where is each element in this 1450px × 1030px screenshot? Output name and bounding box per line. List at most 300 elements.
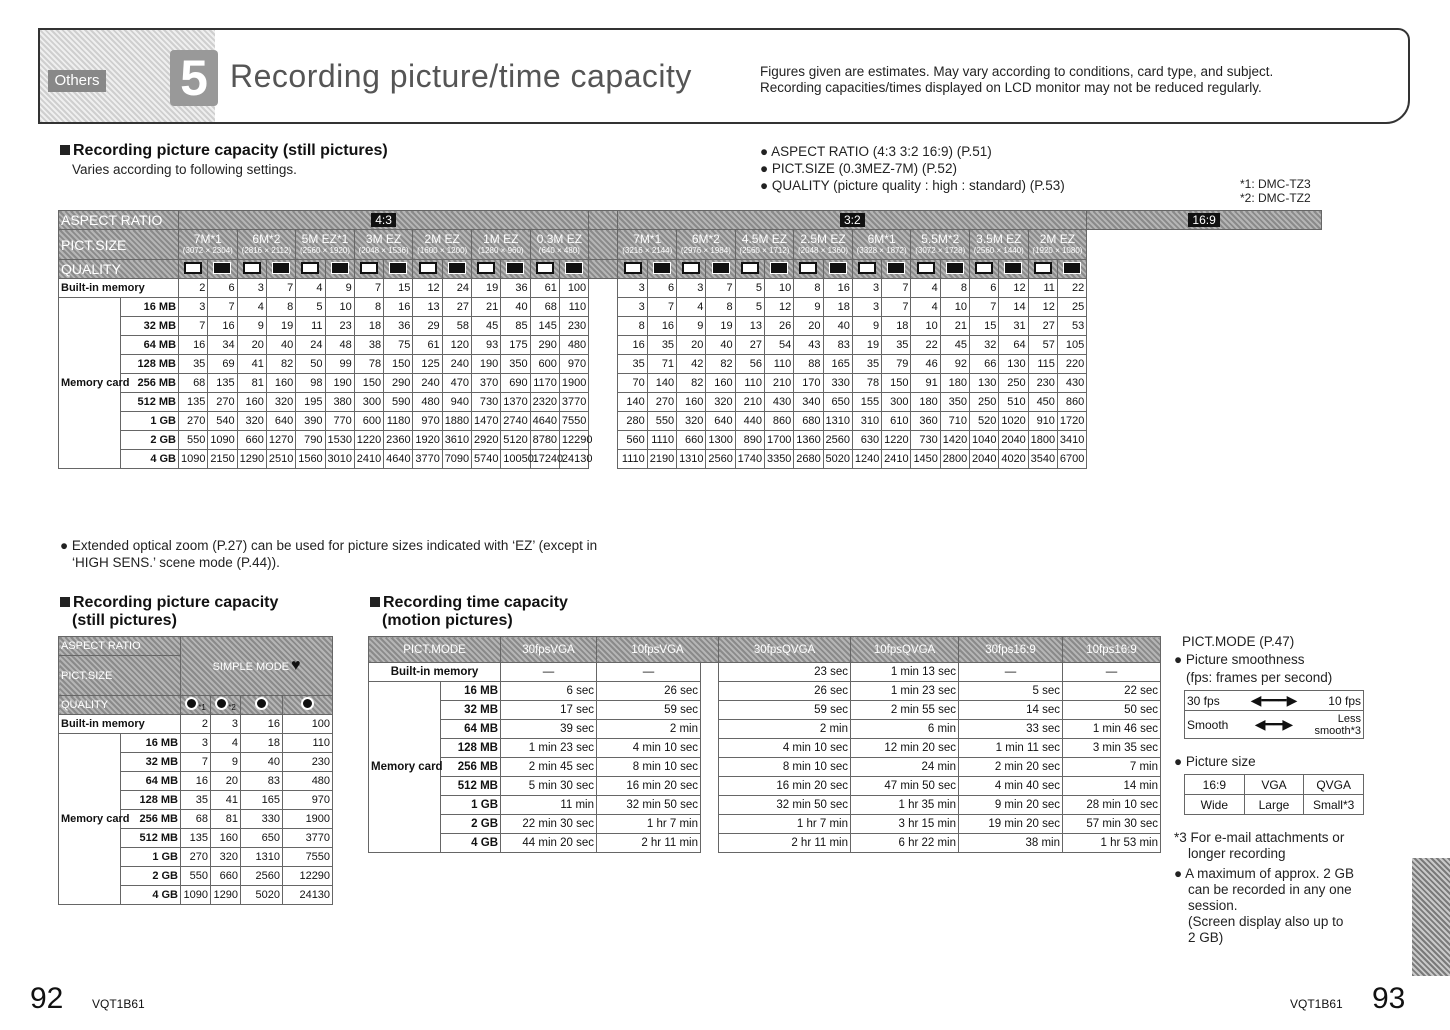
table-cell: 110 (764, 355, 793, 374)
table-cell: 26 sec (719, 682, 851, 701)
table-cell: 82 (677, 374, 706, 393)
table-cell: 1290 (237, 450, 266, 469)
table-cell: 9 (794, 298, 823, 317)
table-cell: 1110 (618, 450, 647, 469)
quality-cell (764, 260, 793, 279)
table-cell: 3 (179, 298, 208, 317)
table-cell: 1180 (384, 412, 413, 431)
table-cell: 135 (179, 393, 208, 412)
smoothness-table (1184, 690, 1364, 739)
table-cell: 8 min 10 sec (597, 758, 701, 777)
table-row (369, 777, 1161, 796)
table-cell: 3 hr 15 min (851, 815, 959, 834)
pictsize-header (354, 230, 413, 260)
table-cell: 1090 (179, 450, 208, 469)
quality-cell (354, 260, 383, 279)
table-cell: 40 (501, 298, 530, 317)
table-cell: 3 (237, 279, 266, 298)
row-label: 256 MB (121, 374, 179, 393)
table-cell: 630 (852, 431, 881, 450)
table-cell: 860 (764, 412, 793, 431)
setting-quality-text: QUALITY (picture quality : high : standard) (P.53) (771, 178, 1065, 193)
table-cell: 970 (283, 791, 333, 810)
ratio-header (179, 211, 589, 230)
table-cell: 370 (471, 374, 500, 393)
pictmode-label: PICT.MODE (369, 637, 501, 663)
pictmode-title: PICT.MODE (P.47) (1182, 634, 1295, 649)
table-cell: 2560 (241, 867, 283, 886)
mode-header: 10fpsQVGA (851, 637, 959, 663)
quality-standard-icon (389, 262, 407, 274)
fps-10: 10 fps (1304, 691, 1364, 711)
gap-cell (589, 412, 618, 431)
pictsize-name: 4.5M EZ (741, 231, 788, 246)
pictsize-name: 5.5M*2 (921, 231, 960, 246)
arrow-both-icon: ◀━━━▶ (1244, 691, 1304, 711)
table-cell: 70 (618, 374, 647, 393)
quality-row (59, 260, 1322, 279)
table-cell: 1300 (706, 431, 735, 450)
simple-heading-sub: (still pictures) (72, 612, 177, 629)
table-cell: 32 min 50 sec (719, 796, 851, 815)
gap-cell (701, 682, 719, 701)
aspect-label: ASPECT RATIO (59, 211, 179, 230)
table-cell: 18 (241, 734, 283, 753)
pictsize-header (852, 230, 911, 260)
table-cell: 230 (1028, 374, 1057, 393)
table-cell: 45 (940, 336, 969, 355)
gap-cell (589, 431, 618, 450)
table-cell: 250 (999, 374, 1028, 393)
fps-30: 30 fps (1185, 691, 1245, 711)
table-row (369, 739, 1161, 758)
table-cell: 390 (296, 412, 325, 431)
table-cell: 650 (241, 829, 283, 848)
table-cell: 4 (911, 298, 940, 317)
table-cell: 5 (735, 298, 764, 317)
table-cell: 22 (911, 336, 940, 355)
table-cell: 320 (706, 393, 735, 412)
motion-heading-sub: (motion pictures) (382, 612, 513, 629)
table-cell: 8 (940, 279, 969, 298)
table-cell: 210 (764, 374, 793, 393)
table-cell: 3 (852, 298, 881, 317)
table-cell: 1 hr 53 min (1063, 834, 1161, 853)
table-cell: 105 (1057, 336, 1086, 355)
table-cell: 480 (559, 336, 588, 355)
quality-cell (911, 260, 940, 279)
gap-cell (589, 393, 618, 412)
table-cell: 7 (179, 317, 208, 336)
table-cell: 98 (296, 374, 325, 393)
quality-high-icon (1034, 262, 1052, 274)
table-cell: 1700 (764, 431, 793, 450)
table-cell: 5 (296, 298, 325, 317)
simple-quality-cell (241, 696, 283, 715)
quality-cell (266, 260, 295, 279)
table-cell: 660 (211, 867, 241, 886)
table-cell: 135 (208, 374, 237, 393)
gap-cell (701, 720, 719, 739)
table-cell: 6 hr 22 min (851, 834, 959, 853)
table-cell: 23 (325, 317, 354, 336)
table-cell: 4640 (384, 450, 413, 469)
table-row (369, 758, 1161, 777)
table-cell: 19 (852, 336, 881, 355)
quality-cell (999, 260, 1028, 279)
picture-size-table (1184, 774, 1364, 815)
table-cell: 290 (530, 336, 559, 355)
max-note-line: A maximum of approx. 2 GB (1185, 866, 1354, 881)
table-cell: 320 (211, 848, 241, 867)
table-cell: 115 (1028, 355, 1057, 374)
table-cell: 590 (384, 393, 413, 412)
header-note (760, 64, 1273, 96)
quality-cell (413, 260, 442, 279)
table-cell: 46 (911, 355, 940, 374)
table-cell: 5120 (501, 431, 530, 450)
simple-quality-cell (181, 696, 211, 715)
table-cell: 790 (296, 431, 325, 450)
simple-quality-cell (283, 696, 333, 715)
picture-size-title-text: Picture size (1185, 754, 1256, 769)
quality-cell (179, 260, 208, 279)
quality-high-icon (360, 262, 378, 274)
gap-cell (701, 663, 719, 682)
table-cell: 45 (471, 317, 500, 336)
table-cell: 3 (618, 279, 647, 298)
pictsize-res: (2816 × 2112) (241, 245, 292, 255)
table-row (59, 374, 1322, 393)
size-val: Wide (1185, 795, 1245, 815)
table-cell: 4 min 10 sec (597, 739, 701, 758)
table-cell: — (501, 663, 597, 682)
table-cell: 2560 (823, 431, 852, 450)
section-label: Others (48, 70, 106, 92)
table-cell: 2 min 20 sec (959, 758, 1063, 777)
quality-cell (677, 260, 706, 279)
pictsize-res: (3328 × 1872) (856, 245, 907, 255)
table-cell: 10 (325, 298, 354, 317)
table-cell: 5 (735, 279, 764, 298)
table-row (59, 450, 1322, 469)
row-label: Built-in memory (59, 715, 181, 734)
table-cell: 250 (970, 393, 999, 412)
table-cell: 2 (181, 715, 211, 734)
table-cell: 16 (384, 298, 413, 317)
table-cell: 1240 (852, 450, 881, 469)
table-cell: 9 (325, 279, 354, 298)
quality-note: *1 (198, 703, 206, 712)
row-label: 1 GB (441, 796, 501, 815)
motion-heading (370, 594, 568, 612)
table-cell: 36 (501, 279, 530, 298)
pictsize-res: (2560 × 1440) (973, 245, 1024, 255)
table-cell: 19 (471, 279, 500, 298)
table-cell: 2040 (970, 450, 999, 469)
ratio-tag: 16:9 (1188, 213, 1219, 227)
quality-high-icon (243, 262, 261, 274)
table-cell: 1310 (823, 412, 852, 431)
table-cell: 24 min (851, 758, 959, 777)
quality-standard-icon (506, 262, 524, 274)
table-cell: 8780 (530, 431, 559, 450)
table-cell: 64 (999, 336, 1028, 355)
table-cell: 550 (647, 412, 676, 431)
quality-high-icon (624, 262, 642, 274)
table-cell: 165 (823, 355, 852, 374)
picture-size-title: ● Picture size (1174, 754, 1256, 769)
table-cell: 16 min 20 sec (719, 777, 851, 796)
gap-cell (589, 279, 618, 298)
table-cell: 190 (325, 374, 354, 393)
table-cell: 2800 (940, 450, 969, 469)
side-tab-marker (1412, 858, 1450, 976)
simple-heading-text: Recording picture capacity (73, 594, 279, 611)
table-cell: 2 hr 11 min (597, 834, 701, 853)
row-label: 1 GB (121, 848, 181, 867)
pictsize-label: PICT.SIZE (59, 230, 179, 260)
table-cell: 2 (179, 279, 208, 298)
table-cell: 11 min (501, 796, 597, 815)
quality-high-icon (975, 262, 993, 274)
page-number-left: 92 (30, 982, 64, 1015)
pictsize-res: (1600 × 1200) (417, 245, 468, 255)
table-cell: 100 (559, 279, 588, 298)
table-cell: 32 min 50 sec (597, 796, 701, 815)
row-label: 512 MB (121, 829, 181, 848)
quality-high-icon (682, 262, 700, 274)
table-cell: 7550 (559, 412, 588, 431)
table-cell: 53 (1057, 317, 1086, 336)
pictsize-name: 6M*2 (691, 231, 720, 246)
smoothness-title: ● Picture smoothness (1174, 652, 1305, 667)
table-cell: 2510 (266, 450, 295, 469)
table-cell: 40 (266, 336, 295, 355)
table-cell: 38 min (959, 834, 1063, 853)
table-cell: 48 (325, 336, 354, 355)
pictsize-res: (1920 × 1080) (1032, 245, 1083, 255)
table-cell: 3770 (559, 393, 588, 412)
table-cell: 6 sec (501, 682, 597, 701)
mode-header-row (369, 637, 1161, 663)
table-cell: 730 (911, 431, 940, 450)
gap-cell (701, 758, 719, 777)
setting-quality: ● QUALITY (picture quality : high : standard) (P.53) (760, 178, 1065, 193)
table-cell: 17 sec (501, 701, 597, 720)
table-cell: 660 (677, 431, 706, 450)
table-cell: 3 (618, 298, 647, 317)
pictsize-res: (2560 × 1712) (739, 245, 790, 255)
table-cell: 7 (647, 298, 676, 317)
table-cell: 19 min 20 sec (959, 815, 1063, 834)
page-number-right: 93 (1372, 982, 1406, 1015)
quality-high-icon (917, 262, 935, 274)
table-cell: 6 (970, 279, 999, 298)
table-cell: 4 (211, 734, 241, 753)
quality-standard-icon (946, 262, 964, 274)
table-cell: 6700 (1057, 450, 1086, 469)
quality-cell (384, 260, 413, 279)
row-label: 32 MB (121, 317, 179, 336)
memory-card-label: Memory card (59, 298, 121, 469)
pictsize-row (59, 230, 1322, 260)
table-cell: 110 (735, 374, 764, 393)
table-row (369, 796, 1161, 815)
ez-note-cont: ‘HIGH SENS.’ scene mode (P.44)). (72, 555, 280, 570)
table-cell: 99 (325, 355, 354, 374)
table-cell: 47 min 50 sec (851, 777, 959, 796)
quality-cell (442, 260, 471, 279)
table-cell: 340 (794, 393, 823, 412)
gap-cell (701, 739, 719, 758)
table-cell: 42 (677, 355, 706, 374)
table-cell: 3770 (283, 829, 333, 848)
table-cell: 1560 (296, 450, 325, 469)
table-cell: 690 (501, 374, 530, 393)
table-cell: 66 (970, 355, 999, 374)
table-cell: 1900 (559, 374, 588, 393)
gap-cell (589, 230, 618, 260)
table-cell: 35 (852, 355, 881, 374)
quality-cell (618, 260, 647, 279)
gap-cell (589, 298, 618, 317)
pictsize-header (296, 230, 355, 260)
quality-high-icon (741, 262, 759, 274)
table-cell: 1920 (413, 431, 442, 450)
table-cell: 3610 (442, 431, 471, 450)
table-cell: 230 (559, 317, 588, 336)
memory-card-label: Memory card (369, 682, 441, 853)
table-cell: 38 (354, 336, 383, 355)
pictsize-header (735, 230, 794, 260)
table-cell: 61 (413, 336, 442, 355)
table-cell: 88 (794, 355, 823, 374)
table-cell: 540 (208, 412, 237, 431)
quality-cell (501, 260, 530, 279)
table-cell: 5 min 30 sec (501, 777, 597, 796)
table-cell: 4640 (530, 412, 559, 431)
table-cell: 270 (179, 412, 208, 431)
quality-cell (325, 260, 354, 279)
quality-cell (940, 260, 969, 279)
table-cell: 9 min 20 sec (959, 796, 1063, 815)
quality-cell (706, 260, 735, 279)
table-cell: 34 (208, 336, 237, 355)
table-cell: 130 (999, 355, 1028, 374)
table-cell: 27 (442, 298, 471, 317)
pictsize-name: 5M EZ*1 (301, 231, 349, 246)
simple-quality-cell (211, 696, 241, 715)
table-row (369, 815, 1161, 834)
quality-high-icon (184, 262, 202, 274)
table-cell: 35 (882, 336, 911, 355)
table-cell: 660 (237, 431, 266, 450)
table-cell: 16 (823, 279, 852, 298)
quality-cell (1028, 260, 1057, 279)
table-cell: 12 min 20 sec (851, 739, 959, 758)
table-cell: 4 min 10 sec (719, 739, 851, 758)
table-cell: 480 (283, 772, 333, 791)
pictsize-name: 0.3M EZ (536, 231, 583, 246)
row-label: 32 MB (441, 701, 501, 720)
table-cell: 2560 (706, 450, 735, 469)
pictsize-header (677, 230, 736, 260)
row-label: 16 MB (121, 298, 179, 317)
table-cell: 1220 (882, 431, 911, 450)
mode-header: 30fpsQVGA (719, 637, 851, 663)
table-cell: 78 (852, 374, 881, 393)
table-cell: 11 (296, 317, 325, 336)
table-cell: 6 (208, 279, 237, 298)
pictsize-header (471, 230, 530, 260)
pictsize-name: 2M EZ (424, 231, 460, 246)
row-label: 16 MB (121, 734, 181, 753)
pictsize-res: (2976 × 1984) (680, 245, 731, 255)
table-cell: 3770 (413, 450, 442, 469)
quality-cell (852, 260, 881, 279)
table-cell: 69 (208, 355, 237, 374)
heart-icon: ♥ (290, 657, 301, 674)
table-cell: 33 sec (959, 720, 1063, 739)
ez-note: ● Extended optical zoom (P.27) can be used for picture sizes indicated with ‘EZ’ (except in (60, 538, 598, 553)
table-cell: 14 (999, 298, 1028, 317)
table-cell: 10050 (501, 450, 530, 469)
quality-cell (296, 260, 325, 279)
table-cell: 28 min 10 sec (1063, 796, 1161, 815)
table-cell: 860 (1057, 393, 1086, 412)
ratio-tag: 4:3 (371, 213, 396, 227)
quality-cell (237, 260, 266, 279)
table-cell: 220 (1057, 355, 1086, 374)
table-cell: 160 (237, 393, 266, 412)
table-cell: 2410 (882, 450, 911, 469)
table-row (369, 682, 1161, 701)
table-cell: 320 (266, 393, 295, 412)
table-cell: 16 (241, 715, 283, 734)
pictsize-name: 3.5M EZ (976, 231, 1022, 246)
max-note-line: can be recorded in any one (1188, 882, 1352, 897)
table-cell: 8 (266, 298, 295, 317)
table-cell: 890 (735, 431, 764, 450)
table-cell: 770 (325, 412, 354, 431)
table-cell: 140 (618, 393, 647, 412)
table-cell: 2680 (794, 450, 823, 469)
table-cell: 7 (882, 298, 911, 317)
table-cell: 2740 (501, 412, 530, 431)
table-cell: 1 min 23 sec (851, 682, 959, 701)
table-cell: 350 (501, 355, 530, 374)
still-capacity-table (58, 210, 1322, 469)
table-cell: 4 (237, 298, 266, 317)
quality-cell (735, 260, 764, 279)
table-cell: 7090 (442, 450, 471, 469)
pictsize-name: 7M*1 (193, 231, 222, 246)
row-label: 4 GB (441, 834, 501, 853)
table-cell: 600 (354, 412, 383, 431)
table-cell: 21 (940, 317, 969, 336)
table-cell: 150 (882, 374, 911, 393)
pictsize-name: 2.5M EZ (800, 231, 846, 246)
smooth-label: Smooth (1185, 711, 1245, 739)
quality-cell (1057, 260, 1086, 279)
table-cell: 3 min 35 sec (1063, 739, 1161, 758)
table-cell: 68 (530, 298, 559, 317)
setting-aspect-text: ASPECT RATIO (4:3 3:2 16:9) (P.51) (771, 144, 992, 159)
size-head: 16:9 (1185, 775, 1245, 795)
table-cell: 470 (442, 374, 471, 393)
table-cell: — (597, 663, 701, 682)
